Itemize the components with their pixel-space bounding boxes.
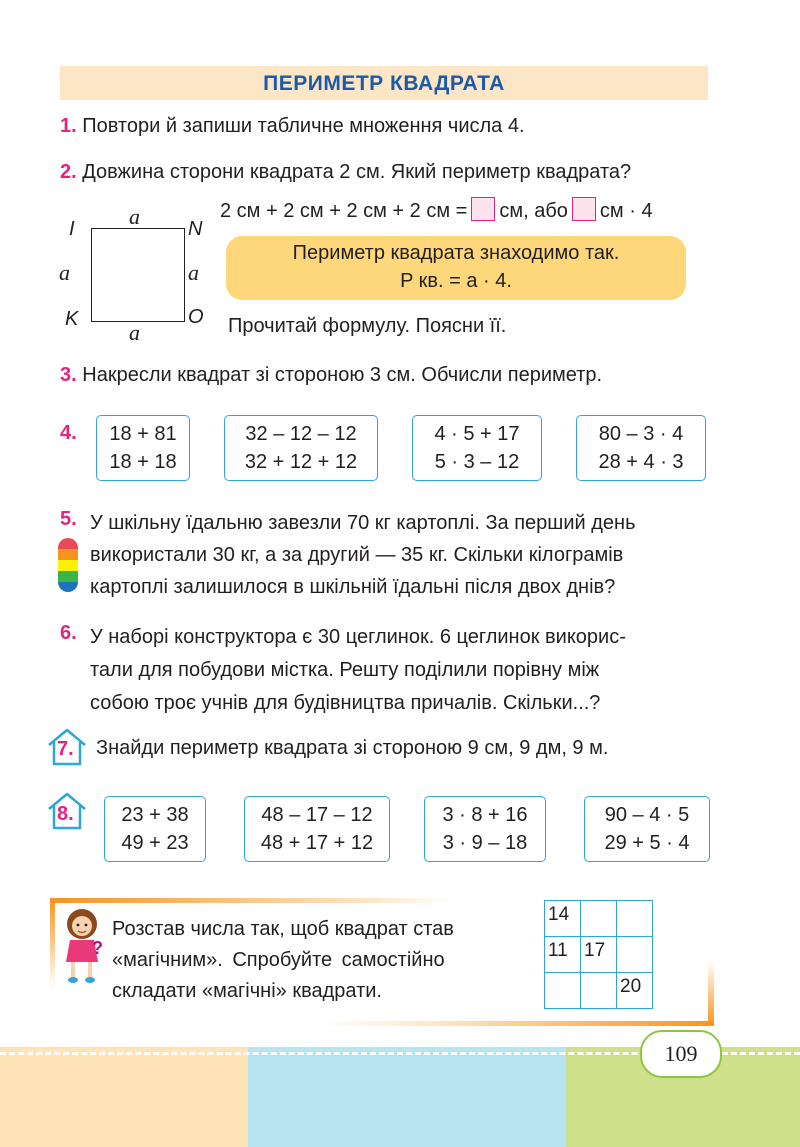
expression: 5 · 3 – 12 (434, 451, 520, 473)
puzzle-frame-right (708, 960, 714, 1026)
rule-text: Периметр квадрата знаходимо так. (292, 242, 620, 264)
expression-box (244, 796, 390, 862)
task-8-number: 8. (57, 803, 74, 825)
expression: 48 + 17 + 12 (260, 832, 374, 854)
task-text: Довжина сторони квадрата 2 см. Який периметр квадрата? (82, 161, 632, 183)
side-label-bottom: a (129, 320, 140, 345)
equation-left: 2 см + 2 см + 2 см + 2 см = (220, 200, 468, 222)
formula-instruction: Прочитай формулу. Поясни її. (228, 315, 507, 337)
page-title: ПЕРИМЕТР КВАДРАТА (263, 72, 505, 95)
girl-illustration (62, 906, 106, 986)
task-7-number: 7. (57, 738, 74, 760)
expression: 3 · 8 + 16 (442, 804, 528, 826)
expression: 28 + 4 · 3 (598, 451, 684, 473)
footer-band-blue (248, 1047, 566, 1147)
expression: 18 + 81 (109, 423, 177, 445)
side-label-left: a (59, 260, 70, 285)
task-6-number: 6. (60, 622, 77, 644)
footer-band-orange (0, 1047, 248, 1147)
magic-cell[interactable]: 11 (545, 937, 581, 973)
expression-box (224, 415, 378, 481)
task-7-text: Знайди периметр квадрата зі стороною 9 см, 9 дм, 9 м. (96, 737, 609, 759)
expression-box (576, 415, 706, 481)
expression: 48 – 17 – 12 (261, 804, 373, 826)
rule-formula: P кв. = a · 4. (400, 270, 512, 292)
magic-cell[interactable]: 20 (617, 973, 653, 1009)
vertex-label-k: K (65, 308, 79, 330)
puzzle-frame-top (50, 898, 450, 903)
puzzle-line: складати «магічні» квадрати. (112, 980, 382, 1002)
task-5-number: 5. (60, 508, 77, 530)
vertex-label-n: N (188, 218, 203, 240)
task-2 (60, 157, 631, 187)
task-3 (60, 360, 602, 390)
magic-cell[interactable] (581, 901, 617, 937)
task-5-line: У шкільну їдальню завезли 70 кг картоплі. За перший день (90, 512, 636, 534)
equation-right: см · 4 (599, 200, 653, 222)
task-number: 1. (60, 115, 77, 137)
rainbow-icon (58, 538, 78, 592)
expression-box (584, 796, 710, 862)
square-diagram (55, 200, 225, 360)
expression-box (96, 415, 190, 481)
task-6-line: собою троє учнів для будівництва причалів. Скільки...? (90, 692, 601, 714)
puzzle-frame-bottom (320, 1021, 714, 1026)
vertex-label-o: O (188, 306, 204, 328)
magic-cell[interactable]: 14 (545, 901, 581, 937)
expression: 29 + 5 · 4 (604, 832, 690, 854)
magic-cell[interactable] (617, 937, 653, 973)
expression: 49 + 23 (121, 832, 189, 854)
expression: 32 + 12 + 12 (244, 451, 358, 473)
answer-box[interactable] (572, 197, 596, 221)
svg-text:?: ? (92, 938, 103, 958)
expression: 18 + 18 (109, 451, 177, 473)
side-label-right: a (188, 260, 199, 285)
expression: 4 · 5 + 17 (434, 423, 520, 445)
magic-cell[interactable]: 17 (581, 937, 617, 973)
puzzle-line: Розстав числа так, щоб квадрат став (112, 918, 454, 940)
task-6-line: У наборі конструктора є 30 цеглинок. 6 цеглинок викорис- (90, 626, 626, 648)
puzzle-line: «магічним». Спробуйте самостійно (112, 949, 445, 971)
task-1 (60, 111, 525, 141)
task-text: Накресли квадрат зі стороною 3 см. Обчисли периметр. (82, 364, 603, 386)
magic-cell[interactable] (617, 901, 653, 937)
puzzle-frame-left (50, 898, 55, 988)
task-text: Повтори й запиши табличне множення числа 4. (82, 115, 525, 137)
expression: 23 + 38 (121, 804, 189, 826)
task-5-line: використали 30 кг, а за другий — 35 кг. Скільки кілограмів (90, 544, 624, 566)
task-number: 2. (60, 161, 77, 183)
magic-cell[interactable] (581, 973, 617, 1009)
magic-square (544, 900, 653, 1009)
page-number: 109 (640, 1030, 722, 1078)
expression: 80 – 3 · 4 (598, 423, 684, 445)
expression: 90 – 4 · 5 (604, 804, 690, 826)
task-5-line: картоплі залишилося в шкільній їдальні після двох днів? (90, 576, 616, 598)
square-shape (91, 228, 185, 322)
expression-box (424, 796, 546, 862)
side-label-top: a (129, 204, 140, 229)
task-6-line: тали для побудови містка. Решту поділили порівну між (90, 659, 600, 681)
task-4-number: 4. (60, 422, 77, 444)
vertex-label-i: I (69, 218, 75, 240)
expression: 3 · 9 – 18 (442, 832, 528, 854)
expression: 32 – 12 – 12 (245, 423, 357, 445)
equation (220, 196, 653, 226)
equation-middle: см, або (499, 200, 568, 222)
task-number: 3. (60, 364, 77, 386)
expression-box (104, 796, 206, 862)
answer-box[interactable] (471, 197, 495, 221)
magic-cell[interactable] (545, 973, 581, 1009)
expression-box (412, 415, 542, 481)
